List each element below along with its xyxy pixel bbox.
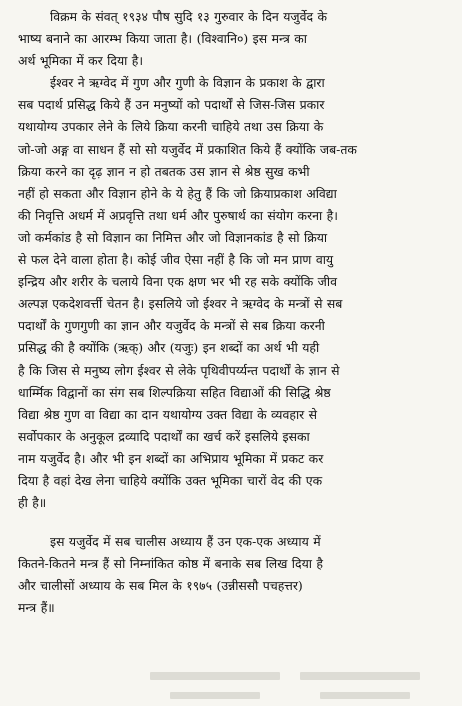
text-line: ईश्वर ने ऋग्वेद में गुण और गुणी के विज्ञान के प्रकाश के द्वारा — [50, 75, 325, 91]
text-line: की निवृत्ति अधर्म में अप्रवृत्ति तथा धर्म और पुरुषार्थ का संयोग करना है। — [18, 207, 338, 223]
text-line: दिया है वहां देख लेना चाहिये क्योंकि उक्त भूमिका चारों वेद की एक — [18, 472, 323, 488]
paragraph-gap — [18, 514, 446, 531]
text-line: विक्रम के संवत् १९३४ पौष सुदि १३ गुरुवार के दिन यजुर्वेद के — [50, 9, 328, 24]
text-line: ही है॥ — [18, 495, 47, 511]
text-line: भाष्य बनाने का आरम्भ किया जाता है। (विश्वानि०) इस मन्त्र का — [18, 31, 308, 47]
text-line: नहीं हो सकता और विज्ञान होने के ये हेतु हैं कि जो क्रियाप्रकाश अविद्या — [18, 185, 337, 201]
text-line: सर्वोपकार के अनुकूल द्रव्यादि पदार्थों का खर्च करें इसलिये इसका — [18, 428, 310, 444]
text-line: जो-जो अङ्ग वा साधन हैं सो सो यजुर्वेद में प्रकाशित किये हैं क्योंकि जब-तक — [18, 141, 357, 157]
text-line: प्रसिद्ध की है क्योंकि (ऋक्) और (यजुः) इन शब्दों का अर्थ भी यही — [18, 340, 320, 356]
text-line: नाम यजुर्वेद है। और भी इन शब्दों का अभिप्राय भूमिका में प्रकट कर — [18, 450, 324, 466]
text-line: से फल देने वाला होता है। कोई जीव ऐसा नहीं है कि जो मन प्राण वायु — [18, 252, 334, 268]
paragraph-main — [18, 72, 446, 514]
bleed-through-mark — [170, 692, 260, 699]
paragraph-intro — [18, 6, 446, 72]
bleed-through-mark — [300, 672, 420, 680]
text-line: मन्त्र हैं॥ — [18, 600, 55, 616]
text-line: पदार्थों के गुणगुणी का ज्ञान और यजुर्वेद के मन्त्रों से सब क्रिया करनी — [18, 318, 325, 334]
text-line: कितने-कितने मन्त्र हैं सो निम्नांकित कोष्ठ में बनाके सब लिख दिया है — [18, 556, 323, 572]
text-line: इन्द्रिय और शरीर के चलाये विना एक क्षण भर भी रह सके क्योंकि जीव — [18, 274, 337, 290]
text-line: विद्या श्रेष्ठ गुण वा विद्या का दान यथायोग्य उक्त विद्या के व्यवहार से — [18, 406, 318, 422]
text-line: यथायोग्य उपकार लेने के लिये क्रिया करनी चाहिये तथा उस क्रिया के — [18, 119, 324, 135]
text-line: जो कर्मकांड है सो विज्ञान का निमित्त और जो विज्ञानकांड है सो क्रिया — [18, 229, 328, 245]
text-line: है कि जिस से मनुष्य लोग ईश्वर से लेके पृथिवीपर्य्यन्त पदार्थों के ज्ञान से — [18, 362, 340, 378]
text-line: इस यजुर्वेद में सब चालीस अध्याय हैं उन एक-एक अध्याय में — [50, 534, 321, 550]
bleed-through-mark — [320, 692, 410, 699]
text-line: अर्थ भूमिका में कर दिया है। — [18, 53, 144, 69]
text-line: अल्पज्ञ एकदेशवर्त्ती चेतन है। इसलिये जो ईश्वर ने ऋग्वेद के मन्त्रों से सब — [18, 296, 343, 312]
bleed-through-mark — [150, 672, 280, 680]
text-line: धार्म्मिक विद्वानों का संग सब शिल्पक्रिया सहित विद्याओं की सिद्धि श्रेष्ठ — [18, 384, 331, 400]
text-line: क्रिया करने का दृढ़ ज्ञान न हो तबतक उस ज्ञान से श्रेष्ठ सुख कभी — [18, 163, 310, 179]
text-line: और चालीसों अध्याय के सब मिल के १९७५ (उन्नीससौ पचहत्तर) — [18, 578, 303, 594]
paragraph-chapters — [18, 531, 446, 619]
text-line: सब पदार्थ प्रसिद्ध किये हैं उन मनुष्यों को पदार्थों से जिस-जिस प्रकार — [18, 97, 325, 113]
